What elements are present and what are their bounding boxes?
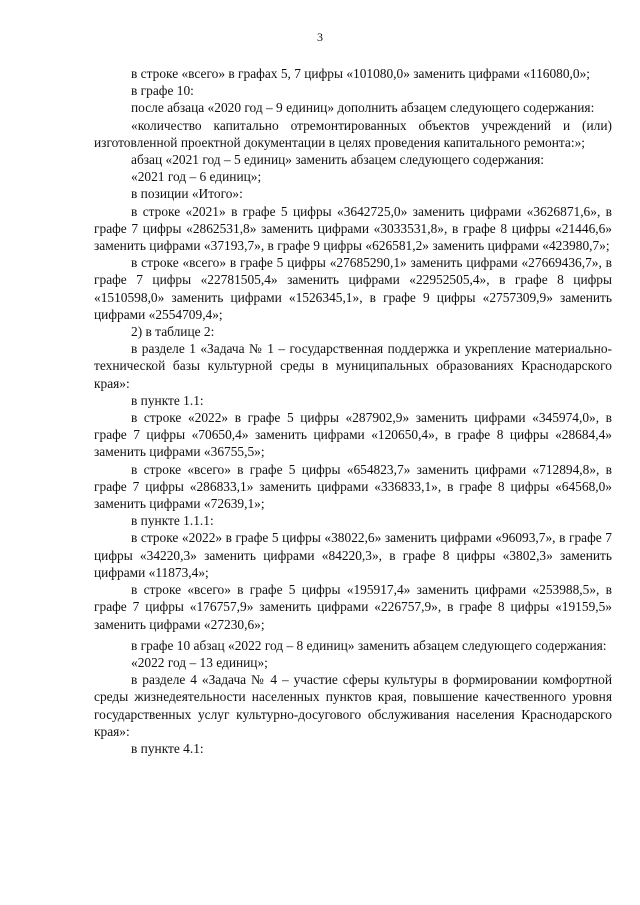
paragraph: в пункте 1.1.1: [131, 513, 214, 529]
paragraph: в строке «всего» в графе 5 цифры «27685290,1» заменить цифрами «27669436,7», в графе 7 цифры «22781505,4» заменить цифрами «22952505,4», в графе 8 цифры «1510598,0» заменить цифрами «1526345,1», в графе 9 цифры «2757309,9» заменить цифрами «2554709,4»; [94, 255, 612, 322]
paragraph: в строке «всего» в графе 5 цифры «195917,4» заменить цифрами «253988,5», в графе 7 цифры «176757,9» заменить цифрами «226757,9», в графе 8 цифры «19159,5» заменить цифрами «27230,6»; [94, 582, 612, 632]
quoted-paragraph: «2021 год – 6 единиц»; [131, 169, 262, 185]
paragraph: после абзаца «2020 год – 9 единиц» дополнить абзацем следующего содержания: [131, 100, 595, 116]
paragraph: в разделе 1 «Задача № 1 – государственная поддержка и укрепление материально-технической базы культурной среды в муниципальных образованиях Краснодарского края»: [94, 341, 612, 391]
paragraph: в строке «всего» в графах 5, 7 цифры «101080,0» заменить цифрами «116080,0»; [131, 66, 591, 81]
quoted-paragraph: «количество капитально отремонтированных объектов учреждений и (или) изготовленной проектной документации в целях проведения капитального ремонта:»; [94, 117, 612, 150]
paragraph: в разделе 4 «Задача № 4 – участие сферы культуры в формировании комфортной среды жизнедеятельности населенных пунктов края, повышение качественного уровня государственных услуг культурно-досугового обслуживания населения Краснодарского края»: [94, 672, 612, 739]
paragraph: в позиции «Итого»: [131, 186, 243, 202]
document-body [94, 65, 612, 757]
paragraph: в пункте 4.1: [131, 740, 204, 756]
paragraph: в строке «2022» в графе 5 цифры «38022,6» заменить цифрами «96093,7», в графе 7 цифры «34220,3» заменить цифрами «84220,3», в графе 8 цифры «3802,3» заменить цифрами «11873,4»; [94, 530, 612, 580]
page-number: 3 [317, 30, 323, 44]
paragraph: в строке «2022» в графе 5 цифры «287902,9» заменить цифрами «345974,0», в графе 7 цифры «70650,4» заменить цифрами «120650,4», в графе 8 цифры «28684,4» заменить цифрами «36755,5»; [94, 410, 612, 460]
paragraph: в графе 10 абзац «2022 год – 8 единиц» заменить абзацем следующего содержания: [131, 637, 607, 653]
quoted-paragraph: «2022 год – 13 единиц»; [131, 654, 268, 670]
paragraph: 2) в таблице 2: [131, 324, 215, 340]
paragraph: в графе 10: [131, 83, 194, 99]
paragraph: в строке «всего» в графе 5 цифры «654823,7» заменить цифрами «712894,8», в графе 7 цифры «286833,1» заменить цифрами «336833,1», в графе 8 цифры «64568,0» заменить цифрами «72639,1»; [94, 461, 612, 512]
paragraph: абзац «2021 год – 5 единиц» заменить абзацем следующего содержания: [131, 152, 545, 168]
paragraph: в пункте 1.1: [131, 392, 204, 408]
paragraph: в строке «2021» в графе 5 цифры «3642725,0» заменить цифрами «3626871,6», в графе 7 цифры «2862531,8» заменить цифрами «3033531,8», в графе 8 цифры «21446,6» заменить цифрами «37193,7», в графе 9 цифры «626581,2» заменить цифрами «423980,7»; [94, 203, 612, 254]
